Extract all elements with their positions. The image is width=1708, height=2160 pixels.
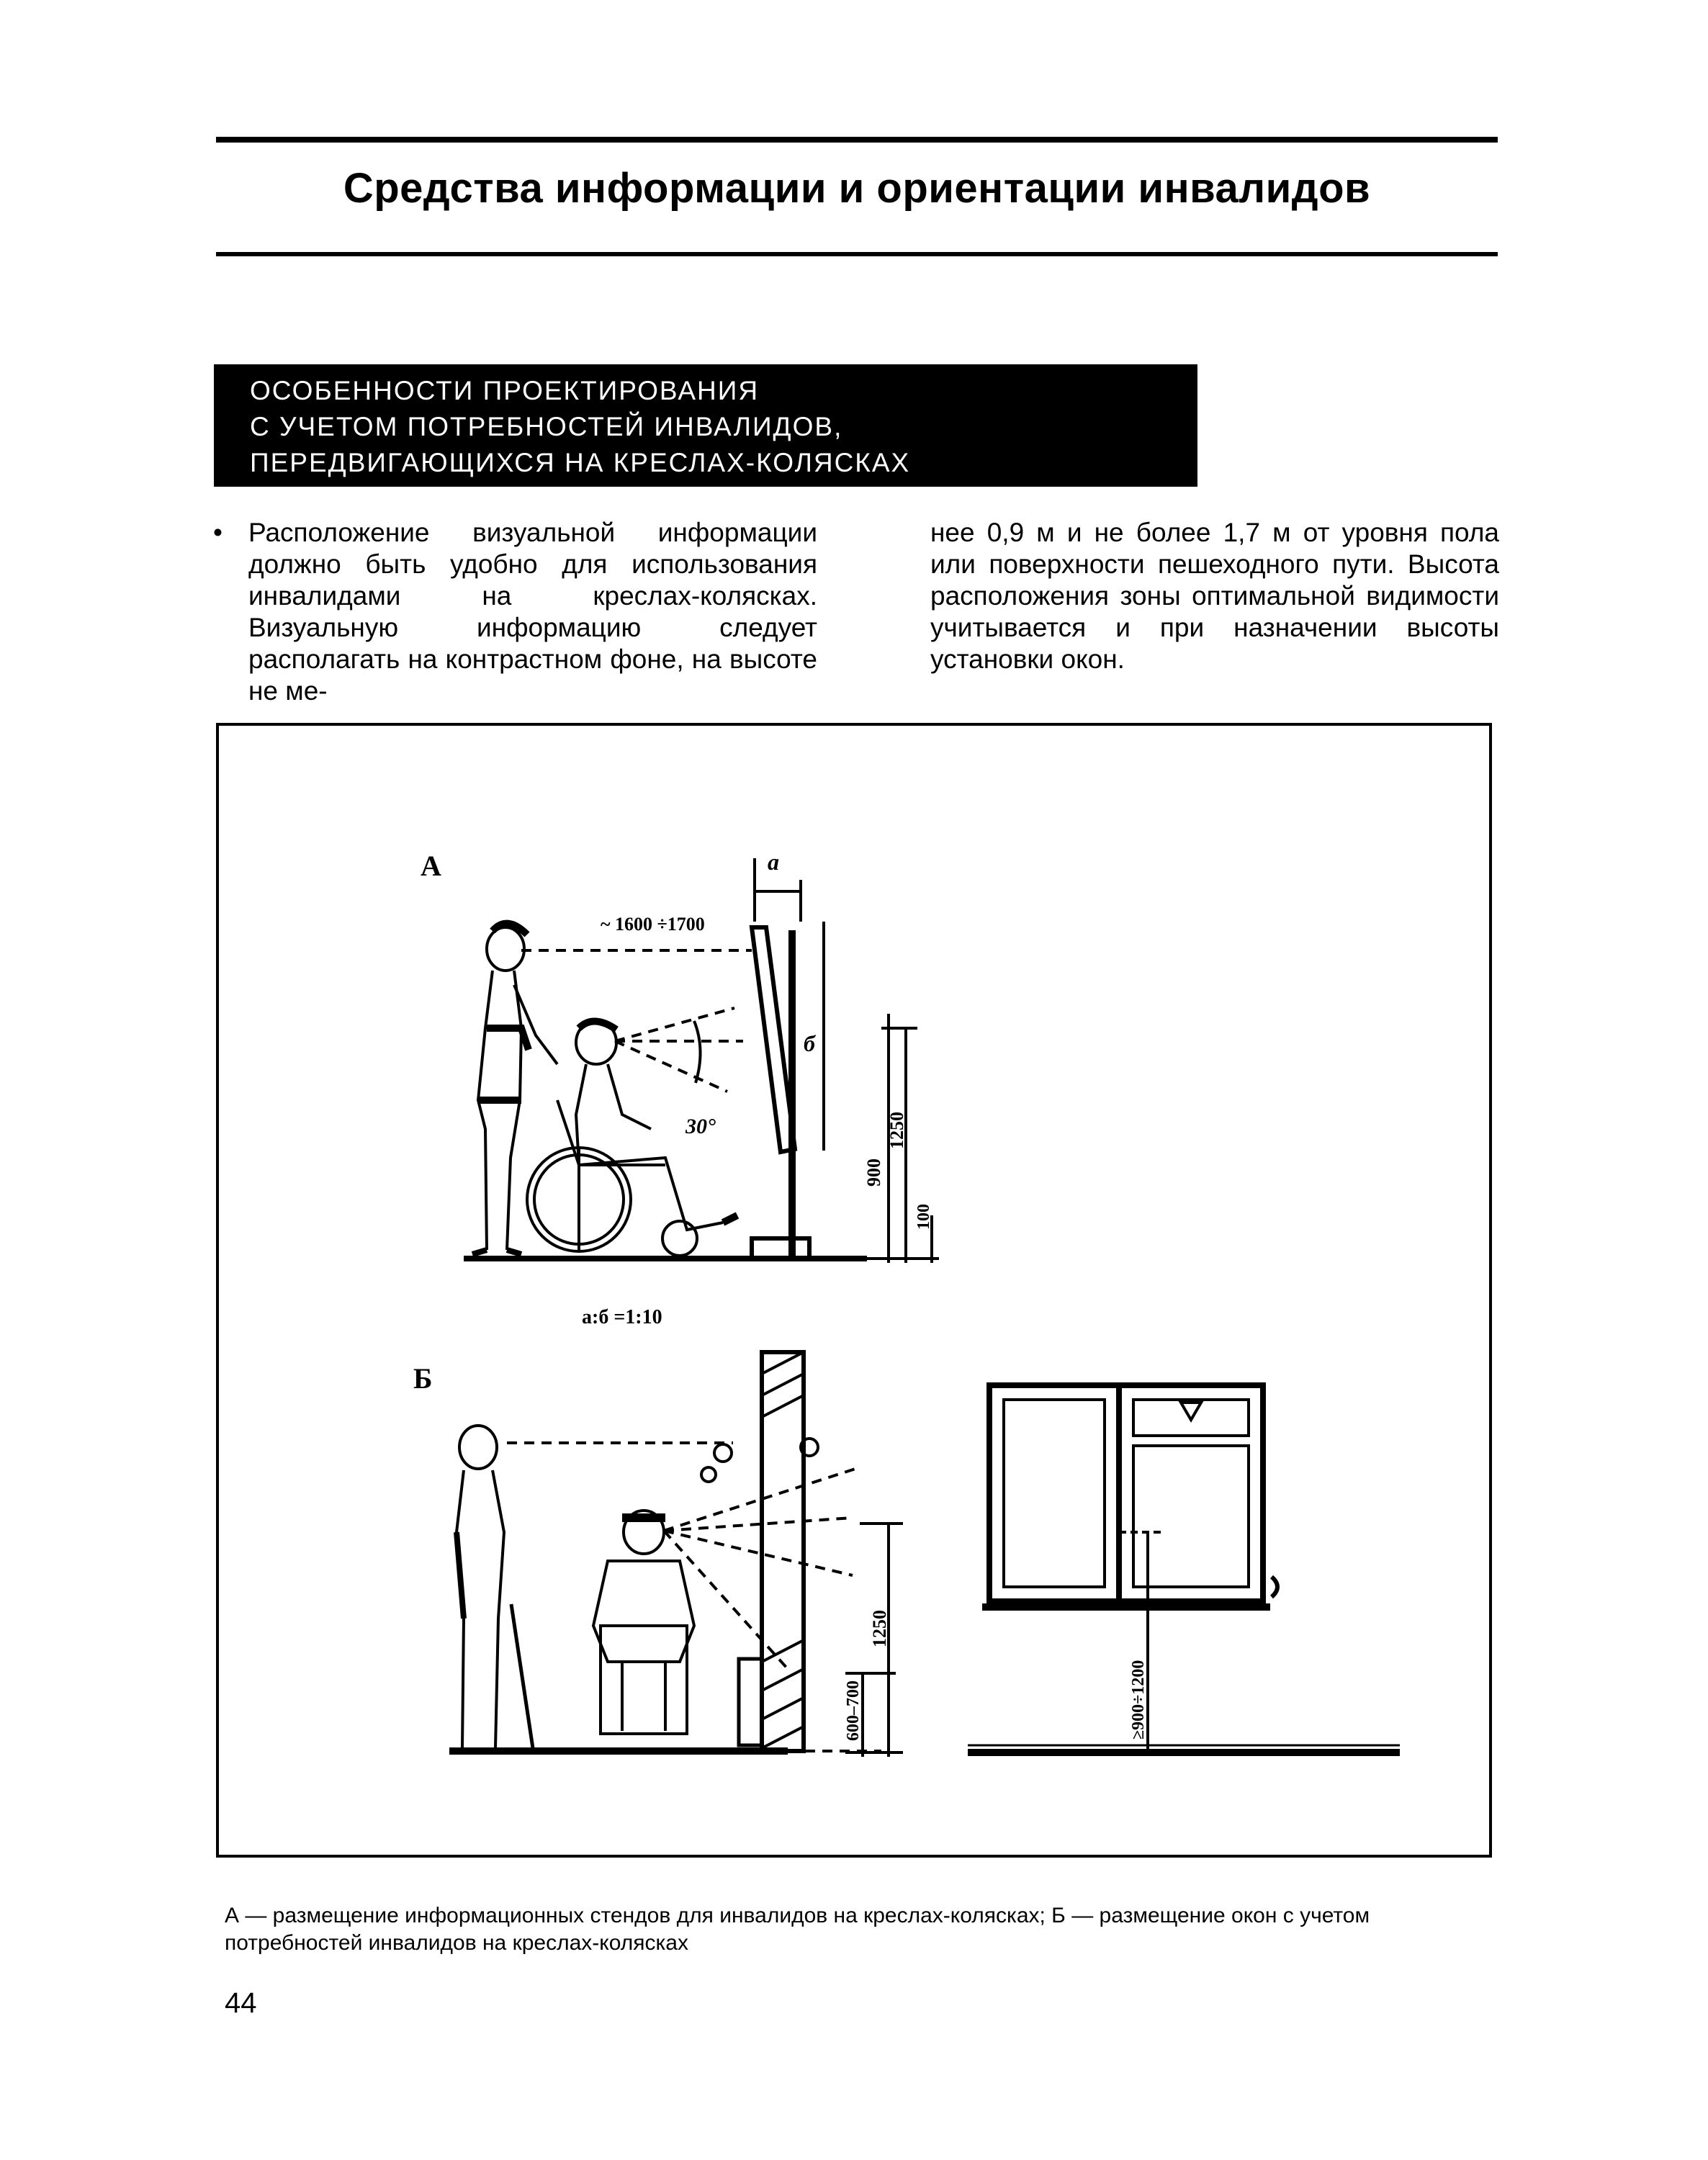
- banner-line-2: С УЧЕТОМ ПОТРЕБНОСТЕЙ ИНВАЛИДОВ,: [250, 412, 843, 441]
- panel-a-label: А: [421, 850, 441, 882]
- bullet-marker: •: [213, 518, 223, 547]
- banner-line-1: ОСОБЕННОСТИ ПРОЕКТИРОВАНИЯ: [250, 376, 760, 405]
- wall-outlet-3: [701, 1467, 716, 1482]
- body-text-right-column: нее 0,9 м и не более 1,7 м от уровня пола или поверхности пешеходного пути. Высота расположения зоны оптимальной видимости учитывается и при назначении высоты установки окон.: [930, 518, 1499, 674]
- window-elevation: [968, 1385, 1400, 1752]
- eye-height-label: ~ 1600 ÷1700: [601, 914, 705, 935]
- page-title: Средства информации и ориентации инвалидов: [343, 165, 1371, 212]
- standing-companion-figure: [472, 924, 557, 1254]
- figure-caption: А — размещение информационных стендов для инвалидов на креслах-колясках; Б — размещение окон с учетом потребностей инвалидов на креслах-колясках: [225, 1904, 1370, 1955]
- dim-a-label: a: [768, 849, 779, 875]
- figure-frame: [216, 723, 1492, 1858]
- wheelchair-user-front-figure: [593, 1511, 694, 1734]
- figure-drawing: [219, 726, 1489, 1855]
- dim-100-label: 100: [914, 1204, 933, 1230]
- section-banner: [214, 364, 1197, 487]
- dim-b-label: б: [804, 1030, 815, 1056]
- viewing-angle-arc: [694, 1021, 701, 1083]
- radiator: [739, 1659, 762, 1745]
- panel-b-label: Б: [413, 1362, 433, 1395]
- header-rule-bottom: [216, 252, 1498, 256]
- dim-1250-b-label: 1250: [869, 1610, 890, 1647]
- dim-1250-a-label: 1250: [886, 1112, 907, 1149]
- dim-600-700-label: 600–700: [844, 1680, 863, 1741]
- wall-section: [762, 1352, 804, 1751]
- panel-b-sight-lines: [507, 1443, 881, 1751]
- banner-line-3: ПЕРЕДВИГАЮЩИХСЯ НА КРЕСЛАХ-КОЛЯСКАХ: [250, 448, 911, 477]
- body-text-left-column: Расположение визуальной информации должно быть удобно для использования инвалидами на креслах-колясках. Визуальную информацию следует располагать на контрастном фоне, на высоте не ме-: [248, 518, 817, 706]
- ratio-label: a:б =1:10: [582, 1306, 662, 1328]
- standing-man-figure: [457, 1426, 533, 1748]
- wall-outlet-1: [714, 1444, 732, 1462]
- header-rule-top: [216, 137, 1498, 143]
- viewing-angle-label: 30°: [686, 1115, 716, 1138]
- info-stand: [752, 927, 809, 1259]
- dim-900-1200-label: ≥900÷1200: [1129, 1660, 1148, 1740]
- dim-900-label: 900: [863, 1158, 884, 1187]
- panel-a-sight-lines: [521, 950, 752, 1092]
- page-number: 44: [225, 1987, 257, 2019]
